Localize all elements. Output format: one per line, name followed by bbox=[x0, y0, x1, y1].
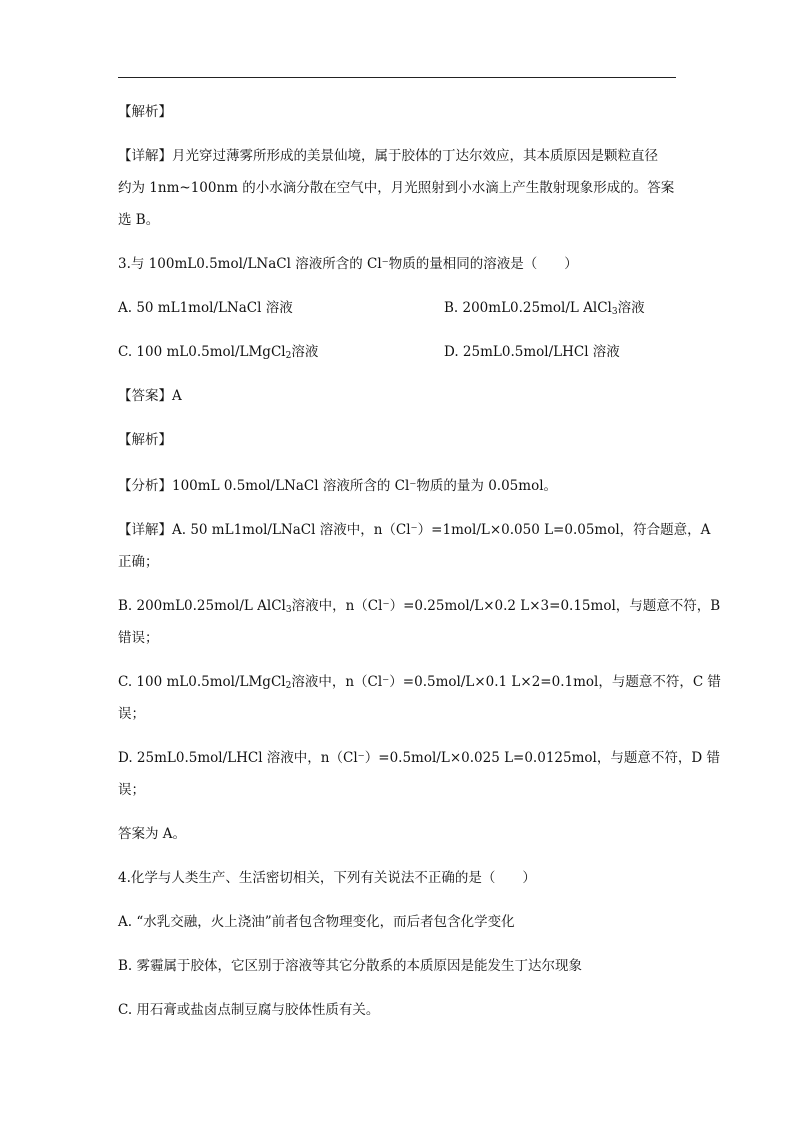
answer-label: 【答案】A bbox=[118, 388, 182, 404]
detail-line-1: 【详解】月光穿过薄雾所形成的美景仙境，属于胶体的丁达尔效应，其本质原因是颗粒直径 bbox=[118, 148, 658, 164]
analysis-summary: 【分析】100mL 0.5mol/LNaCl 溶液所含的 Cl⁻物质的量为 0.05mol。 bbox=[118, 478, 558, 494]
detail-c-line-1: C. 100 mL0.5mol/LMgCl$_2$溶液中，n（Cl⁻）=0.5mol/L×0.1 L×2=0.1mol，与题意不符，C 错 bbox=[118, 674, 721, 691]
option-4a: A. “水乳交融，火上浇油”前者包含物理变化，而后者包含化学变化 bbox=[118, 914, 515, 930]
detail-d-line-1: D. 25mL0.5mol/LHCl 溶液中，n（Cl⁻）=0.5mol/L×0.025 L=0.0125mol，与题意不符，D 错 bbox=[118, 750, 720, 766]
detail-line-2: 约为 1nm~100nm 的小水滴分散在空气中，月光照射到小水滴上产生散射现象形成的。答案 bbox=[118, 180, 675, 196]
header-rule bbox=[118, 77, 676, 78]
detail-line-3: 选 B。 bbox=[118, 212, 160, 228]
analysis-heading: 【解析】 bbox=[118, 104, 172, 120]
option-3c: C. 100 mL0.5mol/LMgCl$_2$溶液 bbox=[118, 344, 319, 361]
option-4c: C. 用石膏或盐卤点制豆腐与胶体性质有关。 bbox=[118, 1002, 380, 1018]
detail-b-line-2: 错误； bbox=[118, 630, 159, 646]
question-4: 4.化学与人类生产、生活密切相关，下列有关说法不正确的是（ ） bbox=[118, 870, 536, 886]
detail-a-line-1: 【详解】A. 50 mL1mol/LNaCl 溶液中，n（Cl⁻）=1mol/L×0.050 L=0.05mol，符合题意，A bbox=[118, 522, 711, 538]
question-3: 3.与 100mL0.5mol/LNaCl 溶液所含的 Cl⁻物质的量相同的溶液是（ ） bbox=[118, 256, 578, 272]
option-3a: A. 50 mL1mol/LNaCl 溶液 bbox=[118, 300, 293, 316]
analysis-heading-2: 【解析】 bbox=[118, 432, 172, 448]
detail-b-line-1: B. 200mL0.25mol/L AlCl$_3$溶液中，n（Cl⁻）=0.25mol/L×0.2 L×3=0.15mol，与题意不符，B bbox=[118, 598, 721, 615]
option-4b: B. 雾霾属于胶体，它区别于溶液等其它分散系的本质原因是能发生丁达尔现象 bbox=[118, 958, 583, 974]
option-3b: B. 200mL0.25mol/L AlCl$_3$溶液 bbox=[444, 300, 645, 317]
detail-d-line-2: 误； bbox=[118, 782, 145, 798]
detail-c-line-2: 误； bbox=[118, 706, 145, 722]
option-3d: D. 25mL0.5mol/LHCl 溶液 bbox=[444, 344, 620, 360]
detail-a-line-2: 正确； bbox=[118, 554, 159, 570]
final-answer: 答案为 A。 bbox=[118, 826, 187, 842]
